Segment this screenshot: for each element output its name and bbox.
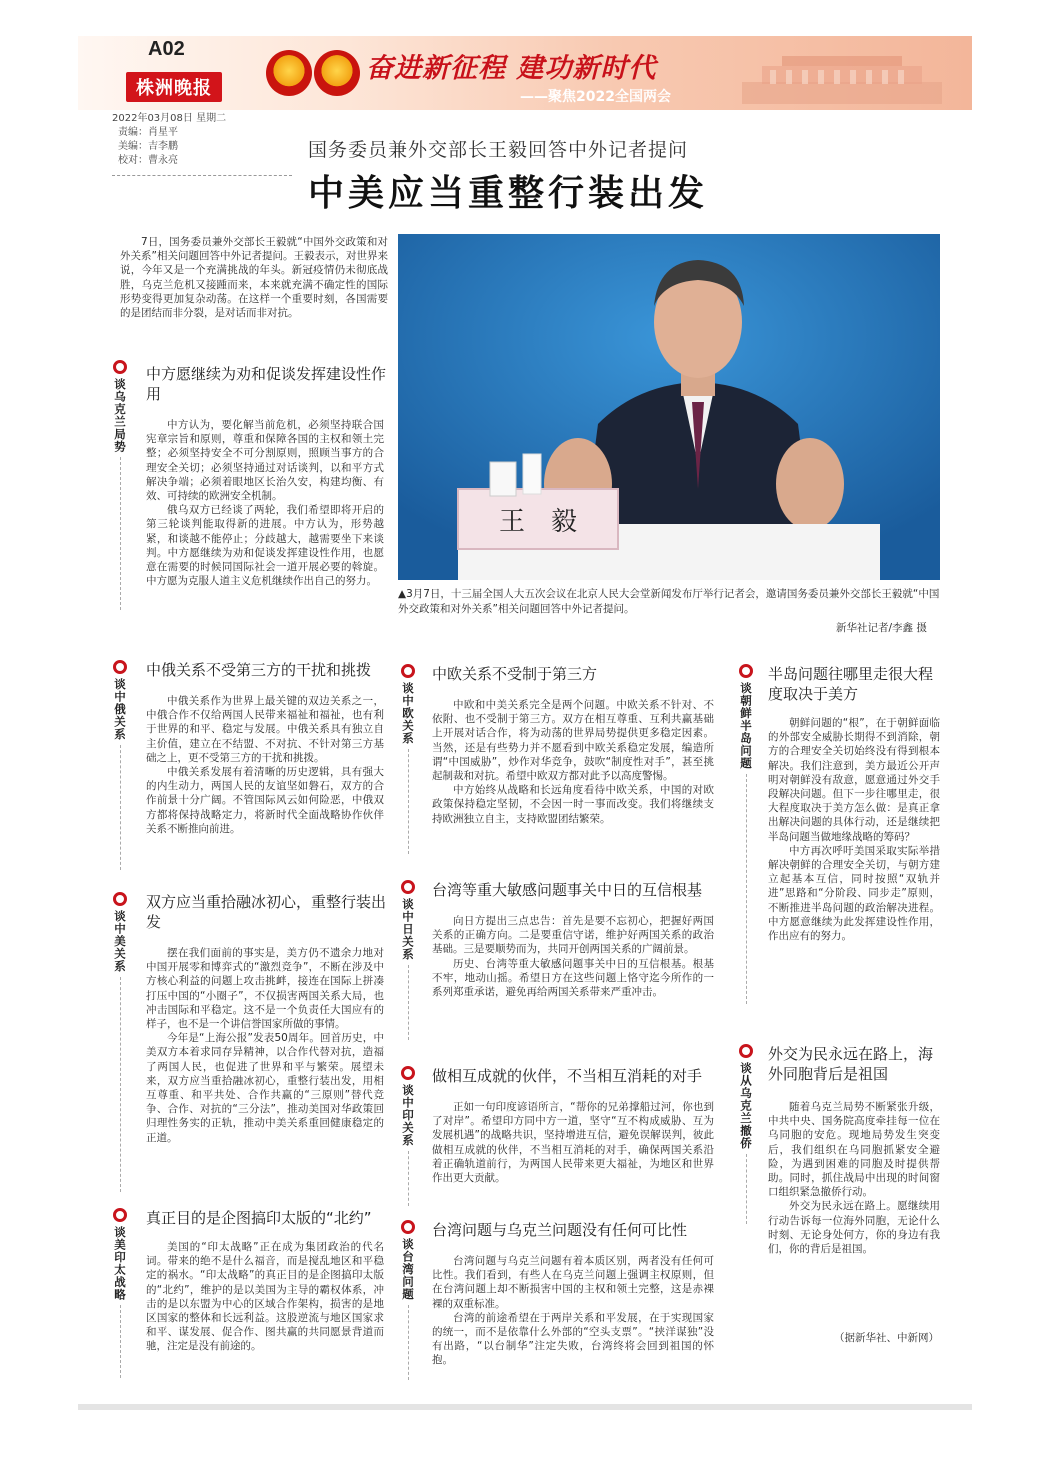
section-title-china-russia: 中俄关系不受第三方的干扰和挑拨 — [146, 661, 372, 679]
designer-credit: 美编：吉李鹏 — [118, 141, 178, 152]
section-rule — [120, 745, 121, 871]
section-marker-ukraine — [112, 360, 128, 610]
section-side-label: 谈美印太战略 — [113, 1226, 127, 1301]
paragraph: 中方始终从战略和长远角度看待中欧关系，中国的对欧政策保持稳定坚韧，不会因一时一事而改变。我们将继续支持欧洲独立自主，支持欧盟团结繁荣。 — [432, 784, 714, 825]
section-marker-china-eu — [400, 664, 416, 854]
press-conference-photo — [398, 234, 940, 580]
paragraph: 向日方提出三点忠告：首先是要不忘初心，把握好两国关系的正确方向。二是要重信守诺，维护好两国关系的政治基础。三是要顺势而为，共同开创两国关系的广阔前景。 — [432, 915, 714, 956]
paragraph: 历史、台湾等重大敏感问题事关中日的互信根基。根基不牢，地动山摇。希望日方在这些问题上恪守迄今所作的一系列郑重承诺，避免再给两国关系带来严重冲击。 — [432, 957, 714, 999]
section-side-label: 谈乌克兰局势 — [113, 378, 127, 453]
paragraph: 俄乌双方已经谈了两轮，我们希望即将开启的第三轮谈判能取得新的进展。中方认为，形势越紧，和谈越不能停止；分歧越大，越需要坐下来谈判。中方愿继续为劝和促谈发挥建设性作用，也愿意在需要的时候同国际社会一道开展必要的斡旋。中方愿为克服人道主义危机继续作出自己的努力。 — [146, 504, 384, 588]
section-marker-indo-pacific — [112, 1208, 128, 1378]
section-body-china-russia — [146, 694, 384, 836]
editor-credit: 责编：肖星平 — [118, 127, 178, 138]
banner-subslogan: ——聚焦2022全国两会 — [520, 89, 671, 105]
section-side-label: 谈朝鲜半岛问题 — [739, 682, 753, 770]
issue-date: 2022年03月08日 星期二 — [112, 113, 227, 124]
section-rule — [120, 457, 121, 610]
section-title-taiwan: 台湾问题与乌克兰问题没有任何可比性 — [432, 1221, 688, 1239]
paragraph: 正如一句印度谚语所言，“帮你的兄弟撑船过河，你也到了对岸”。希望印方同中方一道，坚守“互不构成威胁、互为发展机遇”的战略共识，坚持增进互信，避免误解误判，彼此做相互成就的伙伴，不当相互消耗的对手，确保两国关系沿着正确轨道前行，为两国人民带来更大福祉，为地区和世界作出更大贡献。 — [432, 1101, 714, 1185]
paragraph: 中方再次呼吁美国采取实际举措解决朝鲜的合理安全关切，与朝方建立起基本互信，同时按照“双轨并进”思路和“分阶段、同步走”原则，不断推进半岛问题的政治解决进程。中方愿意继续为此发挥建设性作用，作出应有的努力。 — [768, 844, 940, 943]
section-bullet-icon — [113, 660, 127, 674]
paragraph: 朝鲜问题的“根”，在于朝鲜面临的外部安全威胁长期得不到消除，朝方的合理安全关切始终没有得到根本解决。我们注意到，美方最近公开声明对朝鲜没有敌意，愿意通过外交手段解决问题。但下一步往哪里走，很大程度取决于美方怎么做：是真正拿出解决问题的具体行动，还是继续把半岛问题当做地缘战略的筹码？ — [768, 717, 940, 843]
paragraph: 美国的“印太战略”正在成为集团政治的代名词。带来的绝不是什么福音，而是搅乱地区和平稳定的祸水。“印太战略”的真正目的是企图搞印太版的“北约”，维护的是以美国为主导的霸权体系，冲击的是以东盟为中心的区域合作架构，损害的是地区国家的整体和长远利益。这股逆流与地区国家求和平、谋发展、促合作、图共赢的共同愿景背道而驰，注定是没有前途的。 — [146, 1241, 384, 1353]
section-body-korean-peninsula — [768, 716, 940, 943]
paragraph: 摆在我们面前的事实是，美方仍不遗余力地对中国开展零和博弈式的“激烈竞争”，不断在涉及中方核心利益的问题上攻击挑衅，接连在国际上拼凑打压中国的“小圈子”，不仅损害两国关系大局，也冲击国际和平稳定。这不是一个负责任大国应有的样子，也不是一个讲信誉国家所做的事情。 — [146, 947, 384, 1031]
paragraph: 中俄关系发展有着清晰的历史逻辑，具有强大的内生动力，两国人民的友谊坚如磐石，双方的合作前景十分广阔。不管国际风云如何险恶，中俄双方都将保持战略定力，将新时代全面战略协作伙伴关系不断推向前进。 — [146, 766, 384, 835]
section-body-china-india — [432, 1100, 714, 1185]
nameplate: 王 毅 — [498, 507, 578, 537]
section-rule — [408, 1305, 409, 1381]
section-rule — [120, 1305, 121, 1378]
section-rule — [746, 1154, 747, 1225]
section-body-indo-pacific — [146, 1240, 384, 1354]
national-emblem-icon — [266, 50, 312, 96]
speaker-illustration — [398, 234, 940, 580]
section-title-china-india: 做相互成就的伙伴，不当相互消耗的对手 — [432, 1067, 703, 1085]
paragraph: 中俄关系作为世界上最关键的双边关系之一，中俄合作不仅给两国人民带来福祉和福祉，也有利于世界的和平、稳定与发展。中俄关系具有独立自主价值，建立在不结盟、不对抗、不针对第三方基础之上，更不受第三方的干扰和挑拨。 — [146, 695, 384, 764]
section-rule — [408, 965, 409, 1041]
section-bullet-icon — [401, 1066, 415, 1080]
photo-credit: 新华社记者/李鑫 摄 — [836, 622, 927, 634]
article-headline: 中美应当重整行装出发 — [308, 173, 709, 214]
section-title-china-us: 双方应当重拾融冰初心，重整行装出发 — [146, 893, 387, 931]
meta-divider — [112, 175, 292, 176]
section-bullet-icon — [401, 880, 415, 894]
section-title-ukraine: 中方愿继续为劝和促谈发挥建设性作用 — [146, 365, 387, 403]
section-body-china-eu — [432, 698, 714, 826]
cppcc-emblem-icon — [314, 50, 360, 96]
section-marker-taiwan — [400, 1220, 416, 1380]
newspaper-logo: 株洲晚报 — [126, 72, 222, 102]
great-hall-graphic — [742, 42, 942, 104]
section-marker-china-us — [112, 892, 128, 1192]
section-marker-china-russia — [112, 660, 128, 870]
section-body-china-japan — [432, 914, 714, 999]
paragraph: 中方认为，要化解当前危机，必须坚持联合国宪章宗旨和原则，尊重和保障各国的主权和领土完整；必须坚持安全不可分割原则，照顾当事方的合理安全关切；必须坚持通过对话谈判，以和平方式解决争端；必须着眼地区长治久安，构建均衡、有效、可持续的欧洲安全机制。 — [146, 419, 384, 503]
section-bullet-icon — [113, 892, 127, 906]
section-bullet-icon — [401, 1220, 415, 1234]
paragraph: 今年是“上海公报”发表50周年。回首历史，中美双方本着求同存异精神，以合作代替对抗，造福了两国人民，也促进了世界和平与繁荣。展望未来，双方应当重拾融冰初心，重整行装出发，用相互尊重、和平共处、合作共赢的“三原则”替代竞争、合作、对抗的“三分法”，推动美国对华政策回归理性务实的正轨，推动中美关系重回健康稳定的正道。 — [146, 1032, 384, 1144]
paragraph: 外交为民永远在路上。愿继续用行动告诉每一位海外同胞，无论什么时刻、无论身处何方，你的身边有我们，你的背后是祖国。 — [768, 1200, 940, 1256]
section-bullet-icon — [401, 664, 415, 678]
banner-slogan: 奋进新征程 建功新时代 — [366, 53, 657, 84]
section-side-label: 谈中印关系 — [401, 1084, 415, 1147]
section-marker-china-india — [400, 1066, 416, 1206]
section-title-korean-peninsula: 半岛问题往哪里走很大程度取决于美方 — [768, 665, 934, 703]
section-body-taiwan — [432, 1254, 714, 1368]
article-intro: 7日，国务委员兼外交部长王毅就“中国外交政策和对外关系”相关问题回答中外记者提问。王毅表示，对世界来说，今年又是一个充满挑战的年头。新冠疫情仍未彻底战胜，乌克兰危机又接踵而来，本来就充满不确定性的国际形势变得更加复杂动荡。在这样一个重要时刻，各国需要的是团结而非分裂，是对话而非对抗。 — [120, 236, 388, 320]
footer-rule — [78, 1404, 972, 1410]
edition-meta — [112, 112, 226, 168]
section-side-label: 谈中俄关系 — [113, 678, 127, 741]
section-side-label: 谈中欧关系 — [401, 682, 415, 745]
section-body-ukraine — [146, 418, 384, 588]
section-bullet-icon — [739, 1044, 753, 1058]
section-title-china-japan: 台湾等重大敏感问题事关中日的互信根基 — [432, 881, 703, 899]
photo-caption: ▲3月7日，十三届全国人大五次会议在北京人民大会堂新闻发布厅举行记者会，邀请国务委员兼外交部长王毅就“中国外交政策和对外关系”相关问题回答中外记者提问。 — [398, 588, 940, 615]
section-bullet-icon — [739, 664, 753, 678]
section-marker-evacuation — [738, 1044, 754, 1224]
section-rule — [408, 749, 409, 855]
section-bullet-icon — [113, 360, 127, 374]
section-rule — [746, 774, 747, 1005]
section-side-label: 谈中美关系 — [113, 910, 127, 973]
section-body-china-us — [146, 946, 384, 1145]
article-kicker: 国务委员兼外交部长王毅回答中外记者提问 — [308, 139, 689, 161]
section-body-evacuation — [768, 1100, 940, 1256]
paragraph: 台湾的前途希望在于两岸关系和平发展，在于实现国家的统一，而不是依靠什么外部的“空头支票”。“挟洋谋独”没有出路，“以台制华”注定失败，台湾终将会回到祖国的怀抱。 — [432, 1311, 714, 1367]
page-number: A02 — [148, 38, 185, 60]
section-marker-china-japan — [400, 880, 416, 1040]
section-side-label: 谈台湾问题 — [401, 1238, 415, 1301]
section-rule — [408, 1151, 409, 1207]
section-side-label: 谈从乌克兰撤侨 — [739, 1062, 753, 1150]
article-source: （据新华社、中新网） — [834, 1332, 939, 1344]
section-marker-korean-peninsula — [738, 664, 754, 1004]
section-rule — [120, 977, 121, 1193]
paragraph: 中欧和中美关系完全是两个问题。中欧关系不针对、不依附、也不受制于第三方。双方在相互尊重、互利共赢基础上开展对话合作，将为动荡的世界局势提供更多稳定因素。当然，还是有些势力并不愿看到中欧关系稳定发展，编造所谓“中国威胁”，炒作对华竞争，鼓吹“制度性对手”，甚至挑起制裁和对抗。希望中欧双方都对此予以高度警惕。 — [432, 699, 714, 783]
section-title-china-eu: 中欧关系不受制于第三方 — [432, 665, 598, 683]
paragraph: 随着乌克兰局势不断紧张升级，中共中央、国务院高度牵挂每一位在乌同胞的安危。现地局势发生突变后，我们组织在乌同胞抓紧安全避险，为遇到困难的同胞及时提供帮助。同时，抓住战局中出现的时间窗口组织紧急撤侨行动。 — [768, 1101, 940, 1199]
proofreader-credit: 校对：曹永亮 — [118, 155, 178, 166]
section-bullet-icon — [113, 1208, 127, 1222]
section-title-evacuation: 外交为民永远在路上，海外同胞背后是祖国 — [768, 1045, 934, 1083]
section-title-indo-pacific: 真正目的是企图搞印太版的“北约” — [146, 1209, 372, 1227]
paragraph: 台湾问题与乌克兰问题有着本质区别，两者没有任何可比性。我们看到，有些人在乌克兰问题上强调主权原则，但在台湾问题上却不断损害中国的主权和领土完整，这是赤裸裸的双重标准。 — [432, 1255, 714, 1310]
section-side-label: 谈中日关系 — [401, 898, 415, 961]
